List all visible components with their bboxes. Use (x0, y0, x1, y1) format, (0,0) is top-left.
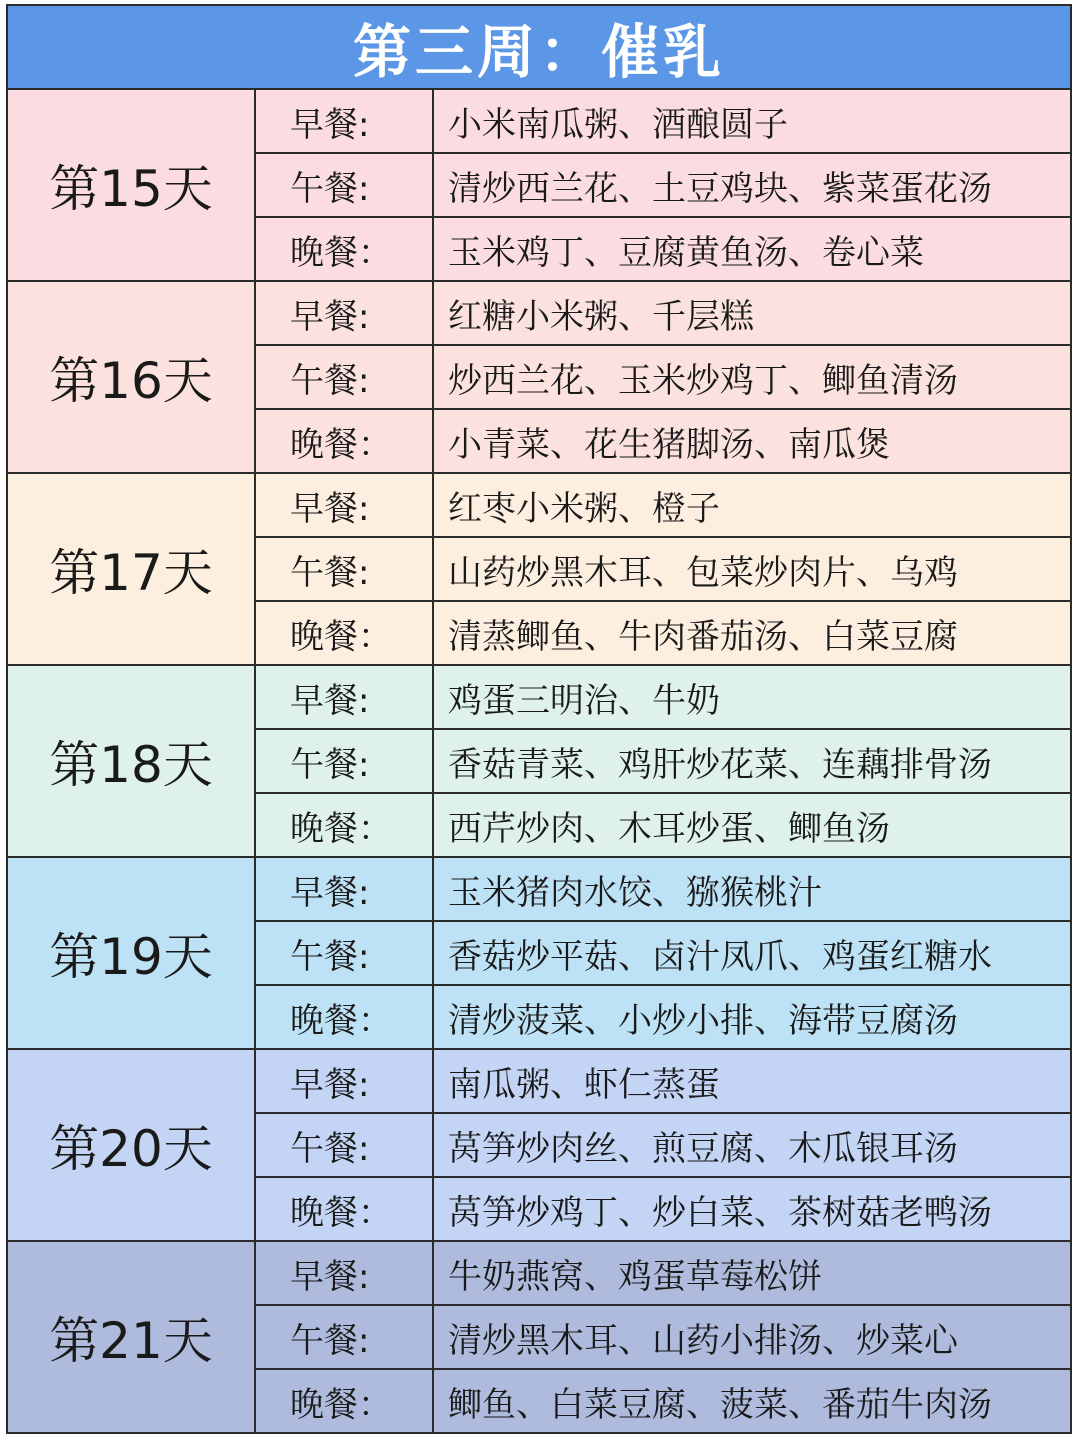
dishes-cell (434, 986, 1070, 1048)
day-label-cell (8, 90, 256, 280)
meal-row (256, 1114, 1070, 1178)
meal-row (256, 218, 1070, 280)
meal-name-cell (256, 858, 434, 920)
meal-row (256, 474, 1070, 538)
meal-name-cell (256, 1242, 434, 1304)
meal-row (256, 538, 1070, 602)
meal-name: 早餐: (290, 1256, 370, 1297)
dishes-text: 红枣小米粥、橙子 (448, 488, 720, 529)
meal-name: 午餐: (290, 744, 370, 785)
meal-name: 早餐: (290, 488, 370, 529)
dishes-cell (434, 1050, 1070, 1112)
dishes-text: 鲫鱼、白菜豆腐、菠菜、番茄牛肉汤 (448, 1384, 992, 1425)
dishes-cell (434, 1114, 1070, 1176)
meals-list (256, 1050, 1070, 1240)
days-container (8, 90, 1070, 1432)
title-bar (8, 6, 1070, 90)
dishes-text: 红糖小米粥、千层糕 (448, 296, 754, 337)
meal-row (256, 90, 1070, 154)
meal-name-cell (256, 154, 434, 216)
dishes-cell (434, 218, 1070, 280)
meal-row (256, 154, 1070, 218)
meal-name-cell (256, 730, 434, 792)
meal-name-cell (256, 986, 434, 1048)
day-label-cell (8, 1050, 256, 1240)
dishes-text: 玉米鸡丁、豆腐黄鱼汤、卷心菜 (448, 232, 924, 273)
meal-name: 晚餐： (290, 1384, 392, 1425)
meal-name-cell (256, 410, 434, 472)
day-block (8, 90, 1070, 282)
day-block (8, 666, 1070, 858)
meal-name-cell (256, 538, 434, 600)
meal-name: 早餐: (290, 872, 370, 913)
meal-name: 午餐: (290, 552, 370, 593)
day-label: 第18天 (49, 736, 213, 794)
meal-name: 早餐: (290, 296, 370, 337)
dishes-text: 南瓜粥、虾仁蒸蛋 (448, 1064, 720, 1105)
dishes-cell (434, 154, 1070, 216)
meal-row (256, 1050, 1070, 1114)
day-label: 第21天 (49, 1312, 213, 1370)
dishes-text: 炒西兰花、玉米炒鸡丁、鲫鱼清汤 (448, 360, 958, 401)
meal-name-cell (256, 346, 434, 408)
meal-name: 早餐: (290, 104, 370, 145)
meal-name-cell (256, 1370, 434, 1432)
dishes-cell (434, 1242, 1070, 1304)
day-label: 第15天 (49, 160, 213, 218)
meal-name: 午餐: (290, 1320, 370, 1361)
dishes-text: 小米南瓜粥、酒酿圆子 (448, 104, 788, 145)
page-title: 第三周：催乳 (352, 18, 725, 86)
meal-name-cell (256, 474, 434, 536)
meal-name-cell (256, 1178, 434, 1240)
day-label-cell (8, 666, 256, 856)
meal-name-cell (256, 282, 434, 344)
meal-name: 午餐: (290, 1128, 370, 1169)
dishes-text: 莴笋炒鸡丁、炒白菜、茶树菇老鸭汤 (448, 1192, 992, 1233)
dishes-cell (434, 410, 1070, 472)
meal-row (256, 346, 1070, 410)
dishes-cell (434, 858, 1070, 920)
dishes-text: 清蒸鲫鱼、牛肉番茄汤、白菜豆腐 (448, 616, 958, 657)
meal-name-cell (256, 794, 434, 856)
day-block (8, 474, 1070, 666)
meal-name: 晚餐： (290, 808, 392, 849)
dishes-cell (434, 282, 1070, 344)
dishes-cell (434, 1306, 1070, 1368)
meal-row (256, 602, 1070, 664)
dishes-text: 清炒菠菜、小炒小排、海带豆腐汤 (448, 1000, 958, 1041)
meal-row (256, 794, 1070, 856)
meals-list (256, 858, 1070, 1048)
dishes-cell (434, 346, 1070, 408)
meals-list (256, 474, 1070, 664)
dishes-text: 莴笋炒肉丝、煎豆腐、木瓜银耳汤 (448, 1128, 958, 1169)
day-label-cell (8, 858, 256, 1048)
dishes-text: 香菇炒平菇、卤汁凤爪、鸡蛋红糖水 (448, 936, 992, 977)
day-label-cell (8, 1242, 256, 1432)
meal-row (256, 1178, 1070, 1240)
meal-row (256, 730, 1070, 794)
dishes-text: 小青菜、花生猪脚汤、南瓜煲 (448, 424, 890, 465)
dishes-cell (434, 474, 1070, 536)
dishes-cell (434, 1370, 1070, 1432)
meal-row (256, 1370, 1070, 1432)
meal-name: 晚餐： (290, 1192, 392, 1233)
meal-name-cell (256, 1114, 434, 1176)
meal-name-cell (256, 90, 434, 152)
meal-name: 午餐: (290, 936, 370, 977)
meal-name: 早餐: (290, 1064, 370, 1105)
dishes-cell (434, 730, 1070, 792)
dishes-text: 清炒黑木耳、山药小排汤、炒菜心 (448, 1320, 958, 1361)
day-block (8, 1050, 1070, 1242)
meal-name: 早餐: (290, 680, 370, 721)
dishes-text: 鸡蛋三明治、牛奶 (448, 680, 720, 721)
day-label-cell (8, 474, 256, 664)
dishes-text: 牛奶燕窝、鸡蛋草莓松饼 (448, 1256, 822, 1297)
meal-row (256, 410, 1070, 472)
meals-list (256, 666, 1070, 856)
dishes-cell (434, 602, 1070, 664)
dishes-text: 清炒西兰花、土豆鸡块、紫菜蛋花汤 (448, 168, 992, 209)
dishes-cell (434, 794, 1070, 856)
day-block (8, 858, 1070, 1050)
meal-name: 晚餐： (290, 616, 392, 657)
meal-name-cell (256, 666, 434, 728)
dishes-cell (434, 922, 1070, 984)
meal-name-cell (256, 218, 434, 280)
day-block (8, 1242, 1070, 1432)
day-label: 第17天 (49, 544, 213, 602)
dishes-cell (434, 538, 1070, 600)
day-block (8, 282, 1070, 474)
meal-plan-table (6, 4, 1072, 1434)
meal-name-cell (256, 922, 434, 984)
dishes-cell (434, 90, 1070, 152)
meals-list (256, 1242, 1070, 1432)
meal-name: 晚餐： (290, 232, 392, 273)
dishes-text: 玉米猪肉水饺、猕猴桃汁 (448, 872, 822, 913)
meal-name: 晚餐： (290, 1000, 392, 1041)
meals-list (256, 90, 1070, 280)
meal-row (256, 858, 1070, 922)
meal-name-cell (256, 1050, 434, 1112)
meal-name: 午餐: (290, 360, 370, 401)
meal-row (256, 986, 1070, 1048)
day-label: 第16天 (49, 352, 213, 410)
meal-row (256, 666, 1070, 730)
meal-row (256, 922, 1070, 986)
day-label: 第19天 (49, 928, 213, 986)
dishes-cell (434, 666, 1070, 728)
meal-name-cell (256, 1306, 434, 1368)
dishes-text: 香菇青菜、鸡肝炒花菜、连藕排骨汤 (448, 744, 992, 785)
dishes-text: 西芹炒肉、木耳炒蛋、鲫鱼汤 (448, 808, 890, 849)
meals-list (256, 282, 1070, 472)
meal-row (256, 1306, 1070, 1370)
dishes-cell (434, 1178, 1070, 1240)
dishes-text: 山药炒黑木耳、包菜炒肉片、乌鸡 (448, 552, 958, 593)
meal-row (256, 1242, 1070, 1306)
meal-name: 晚餐： (290, 424, 392, 465)
meal-name-cell (256, 602, 434, 664)
day-label-cell (8, 282, 256, 472)
meal-row (256, 282, 1070, 346)
day-label: 第20天 (49, 1120, 213, 1178)
meal-name: 午餐: (290, 168, 370, 209)
